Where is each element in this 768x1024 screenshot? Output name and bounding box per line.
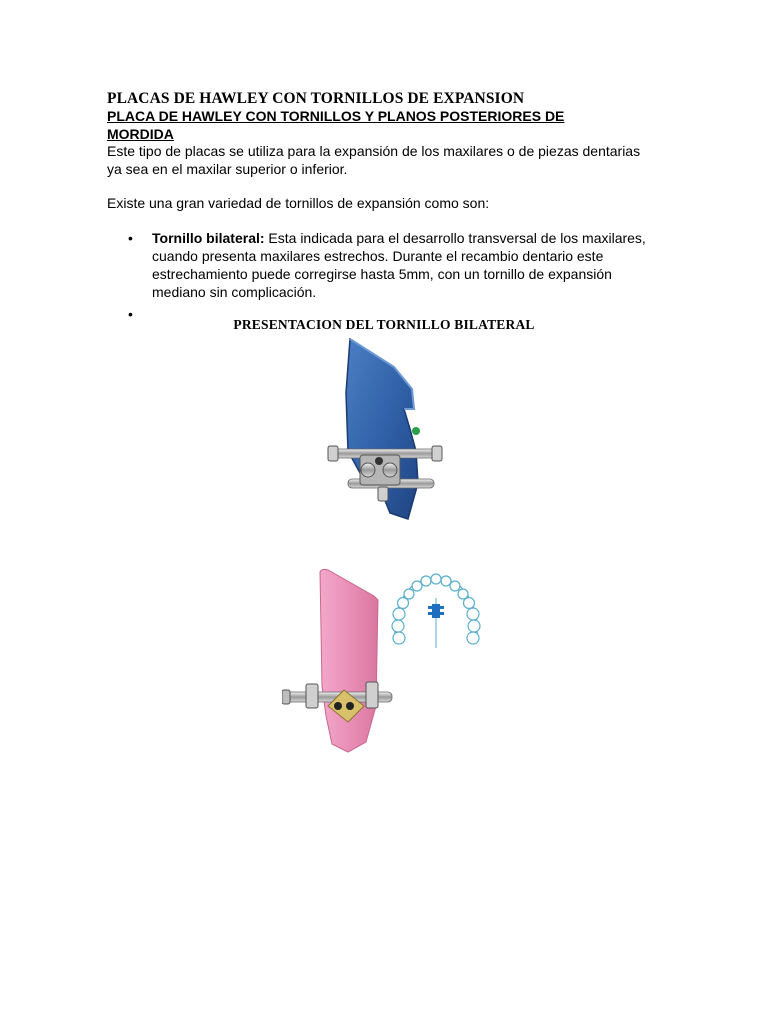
list-item: [107, 229, 652, 301]
pink-plate-image: [282, 566, 394, 756]
bullet-dot: •: [128, 230, 133, 246]
bullet-list: [107, 229, 652, 323]
dental-arch-diagram: [388, 572, 486, 652]
paragraph-intro: Este tipo de placas se utiliza para la expansión de los maxilares o de piezas dentarias ya sea en el maxilar superior o inferior.: [107, 143, 641, 177]
paragraph-variety: Existe una gran variedad de tornillos de expansión como son:: [107, 195, 490, 211]
document-title: PLACAS DE HAWLEY CON TORNILLOS DE EXPANSION: [107, 90, 525, 107]
bullet-dot: •: [128, 306, 133, 322]
bullet-text: Esta indicada para el desarrollo transversal de los maxilares, cuando presenta maxilares estrechos. Durante el recambio dentario este estrechamiento puede corregirse hasta 5mm, con un tornillo de expansión mediano sin complicación.: [152, 230, 646, 300]
bullet-term: Tornillo bilateral:: [152, 230, 265, 246]
figure-caption: PRESENTACION DEL TORNILLO BILATERAL: [233, 317, 535, 332]
blue-plate-image: [320, 333, 450, 525]
document-subtitle: PLACA DE HAWLEY CON TORNILLOS Y PLANOS POSTERIORES DE MORDIDA: [107, 108, 565, 142]
